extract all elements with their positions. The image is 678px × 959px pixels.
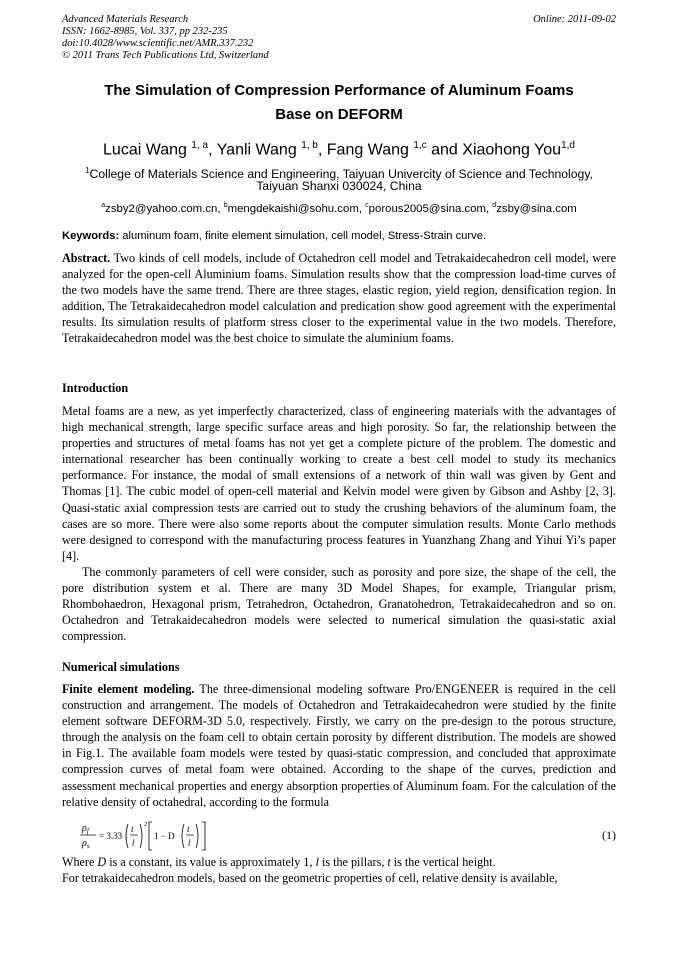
abstract-label: Abstract. [62, 251, 111, 265]
rho-s: $\rho_s$ [82, 838, 90, 850]
author-affiliation-mark: 1,d [561, 140, 575, 151]
journal-header [62, 14, 616, 62]
formula-l: l [132, 838, 135, 848]
email-address[interactable]: mengdekaishi@sohu.com, [227, 202, 366, 215]
email-mark: b [223, 202, 228, 209]
author-affiliation-mark: 1, a [191, 140, 209, 151]
keywords [62, 228, 616, 244]
symbol-l: l [315, 855, 319, 869]
journal-name: Advanced Materials Research [62, 14, 189, 25]
author-affiliation-mark: 1,c [413, 140, 427, 151]
keywords-label: Keywords: [62, 230, 120, 242]
formula-t: t [131, 824, 134, 834]
coefficient: = 3.33 [99, 831, 123, 841]
author-name: Fang Wang [326, 141, 409, 159]
symbol-t: t [387, 855, 391, 869]
email-mark: a [101, 202, 106, 209]
paper-title-line-2: Base on DEFORM [275, 106, 403, 123]
email-mark: d [492, 202, 497, 209]
affiliation-text: College of Materials Science and Engineering, Taiyuan Univercity of Science and Technology, [89, 167, 593, 182]
equation-1 [78, 818, 616, 854]
right-paren [140, 824, 142, 848]
right-paren [196, 824, 198, 848]
rho-f: $\rho_f$ [82, 823, 89, 835]
equation-number: (1) [602, 828, 616, 842]
section-heading-numerical: Numerical simulations [62, 660, 180, 674]
one-minus-d: 1 − D [154, 831, 175, 841]
symbol-d: D [97, 855, 107, 869]
numerical-paragraph-1: The three-dimensional modeling software Pro/ENGENEER is required in the cell construction and arrangement. The models of Octahedron and Tetrakaidecahedron were studied by the finite element software DEFORM-3D 5.0, respectively. Firstly, we carry on the pre-design to the porous structure, through the analysis on the foam cell to obtain certain porosity by different distribution. The models are showed in Fig.1. The available foam models were tested by quasi-static compression, and concluded that approximate compression curves of metal foam were obtained. According to the shape of the curves, prediction and assessment mechanical properties and energy absorption properties of Aluminum foam. For the calculation of the relative density of octahedral, according to the formula [62, 682, 617, 809]
affiliation-mark: 1 [85, 166, 90, 175]
intro-paragraph-2: The commonly parameters of cell were consider, such as porosity and pore size, the shape of the cell, the pore distribution system et al. There are many 3D Model Shapes, for example, Triangular prism, Rhombohaedron, Hexagonal prism, Tetrahedron, Octahedron, Granatohedron, Tetrakaidecahedron and so on. Octahedron and Tetrakaidecahedron models were selected to numerical simulation the quasi-static axial compression. [62, 564, 616, 644]
copyright: © 2011 Trans Tech Publications Ltd, Switzerland [62, 50, 269, 61]
affiliation-line-2: Taiyuan Shanxi 030024, China [256, 179, 422, 193]
author-affiliation-mark: 1, b [301, 140, 318, 151]
abstract [62, 250, 616, 347]
numerical-body [62, 681, 616, 810]
intro-paragraph-1: Metal foams are a new, as yet imperfectly characterized, class of engineering materials with the advantages of high mechanical strength, large specific surface areas and high porosity. So far, the relationship between the properties and structures of metal foams has not yet get a complete picture of the problem. The domestic and international researcher has been continually working to create a best cell model to study its mechanics performance. For instance, the modal of small extensions of a network of thin wall was given by Gent and Thomas [1]. The cubic model of open-cell material and Kelvin model were given by Gibson and Ashby [2, 3]. Quasi-static axial compression tests are carried out to study the crushing behaviors of the aluminum foam, the cases are so more. There were also some reports about the computer simulation results. Monte Carlo methods were designed to correspond with the manufacturing process features in Yuanzhang Zhang and Yihui Yi’s paper [4]. [62, 404, 616, 563]
text-run: is the vertical height. [390, 855, 496, 869]
author-separator: and [426, 141, 463, 159]
author-name: Xiaohong You [462, 141, 562, 159]
left-bracket [149, 822, 152, 850]
where-line [62, 854, 616, 870]
after-formula-text [62, 854, 616, 886]
text-run: Where [62, 855, 98, 869]
author-separator: , [317, 141, 327, 159]
online-date: Online: 2011-09-02 [533, 14, 616, 25]
introduction-body [62, 403, 616, 644]
left-paren [182, 824, 184, 848]
exponent: 2 [144, 821, 148, 828]
formula-t: t [187, 824, 190, 834]
abstract-text: Two kinds of cell models, include of Octahedron cell model and Tetrakaidecahedron cell model, were analyzed for the open-cell Aluminium foams. Simulation results show that the compression load-time curves of the two models have the same trend. There are three stages, elastic region, yield region, densification region. In addition, The Tetrakaidecahedron model calculation and predication show good agreement with the experimental results. Its simulation results of platform stress closer to the experimental value in the two models. Therefore, Tetrakaidecahedron model was the best choice to simulate the aluminium foams. [62, 251, 616, 346]
author-name: Lucai Wang [103, 141, 187, 159]
text-run: is the pillars, [318, 855, 388, 869]
author-emails [62, 198, 616, 217]
formula-graphic [78, 818, 238, 854]
email-address[interactable]: porous2005@sina.com, [368, 202, 493, 215]
author-name: Yanli Wang [216, 141, 297, 159]
formula-l: l [188, 838, 191, 848]
tetrakaidecahedron-paragraph: For tetrakaidecahedron models, based on the geometric properties of cell, relative density is available, [62, 871, 558, 886]
text-run: is a constant, its value is approximately 1, [106, 855, 316, 869]
doi: doi:10.4028/www.scientific.net/AMR.337.232 [62, 38, 254, 49]
paper-title-line-1: The Simulation of Compression Performance of Aluminum Foams [104, 82, 574, 99]
keywords-text: aluminum foam, finite element simulation, cell model, Stress-Strain curve. [119, 230, 487, 242]
issn: ISSN: 1662-8985, Vol. 337, pp 232-235 [62, 26, 228, 37]
email-address[interactable]: zsby2@yahoo.com.cn, [105, 202, 224, 215]
author-list [62, 136, 616, 160]
subheading-fem: Finite element modeling. [62, 682, 195, 696]
author-separator: , [208, 141, 217, 159]
email-address[interactable]: zsby@sina.com [496, 202, 577, 215]
right-bracket [202, 822, 205, 850]
section-heading-introduction: Introduction [62, 381, 129, 395]
left-paren [126, 824, 128, 848]
email-mark: c [365, 202, 369, 209]
